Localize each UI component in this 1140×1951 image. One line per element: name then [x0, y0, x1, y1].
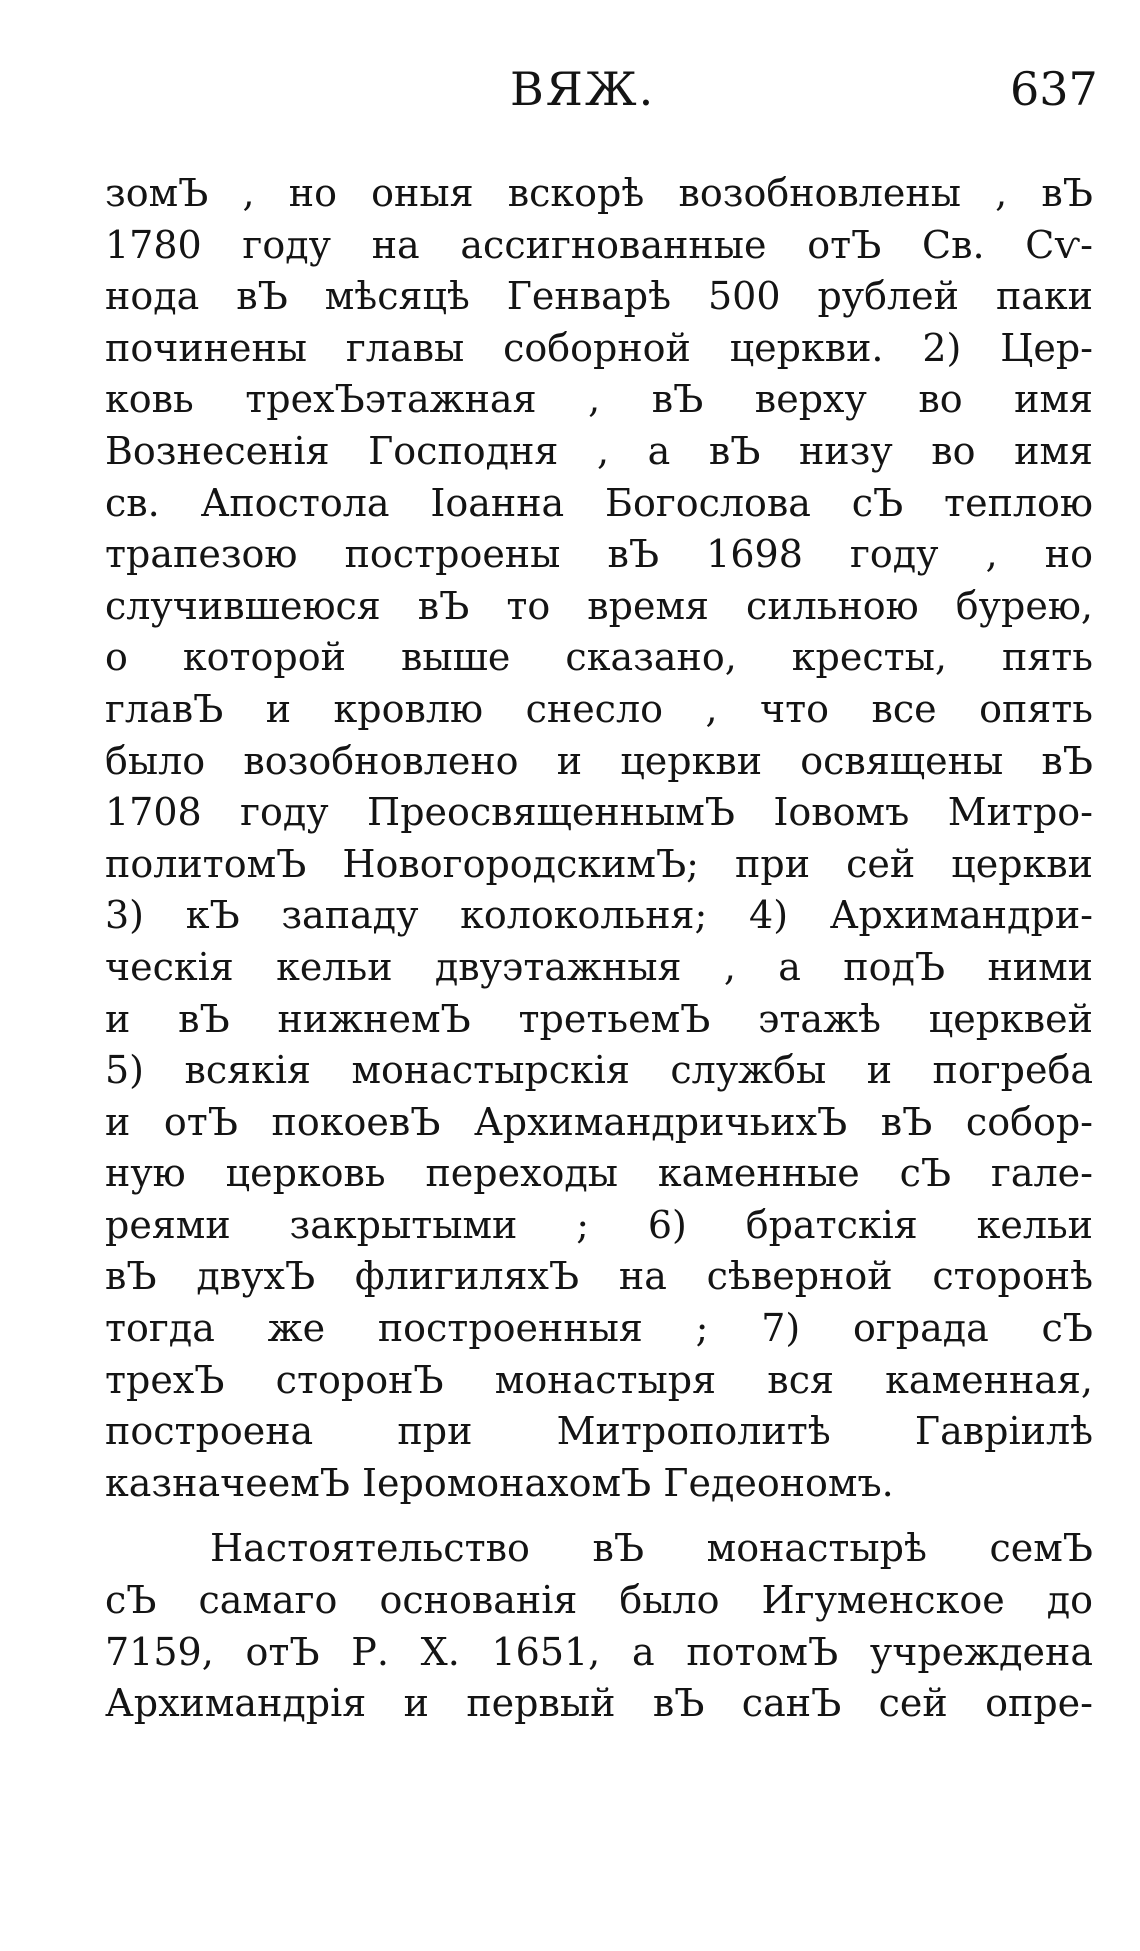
- text-line: вЪ двухЪ флигиляхЪ на сѣверной сторонѣ: [105, 1254, 1093, 1299]
- text-line: случившеюся вЪ то время сильною бурею,: [105, 583, 1093, 628]
- text-line: о которой выше сказано, кресты, пять: [105, 635, 1093, 680]
- text-line: главЪ и кровлю снесло , что все опять: [105, 686, 1093, 731]
- text-line: политомЪ НовогородскимЪ; при сей церкви: [105, 841, 1093, 886]
- text-line: ческія кельи двуэтажныя , а подЪ ними: [105, 944, 1093, 989]
- text-line: 1780 году на ассигнованные отЪ Св. Сѵ-: [105, 222, 1093, 267]
- text-line: трапезою построены вЪ 1698 году , но: [105, 532, 1093, 577]
- running-title: ВЯЖ.: [510, 62, 656, 116]
- text-line: починены главы соборной церкви. 2) Цер-: [105, 325, 1093, 370]
- text-line: ную церковь переходы каменные сЪ гале-: [105, 1151, 1093, 1196]
- text-line: 3) кЪ западу колокольня; 4) Архимандри-: [105, 893, 1093, 938]
- text-line: Архимандрія и первый вЪ санЪ сей опре-: [105, 1681, 1093, 1726]
- paragraph-2: [105, 1523, 1093, 1729]
- text-line: ковь трехЪэтажная , вЪ верху во имя: [105, 377, 1093, 422]
- text-line: построена при Митрополитѣ Гавріилѣ: [105, 1409, 1093, 1454]
- body-text: [105, 168, 1093, 1730]
- paragraph-1: [105, 168, 1093, 1509]
- paragraph-gap: [105, 1509, 1093, 1523]
- text-line: Настоятельство вЪ монастырѣ семЪ: [210, 1526, 1093, 1571]
- page-number: 637: [1010, 62, 1098, 116]
- text-line: реями закрытыми ; 6) братскія кельи: [105, 1202, 1093, 1247]
- text-line: было возобновлено и церкви освящены вЪ: [105, 738, 1093, 783]
- text-line: Вознесенія Господня , а вЪ низу во имя: [105, 428, 1093, 473]
- text-line: зомЪ , но оныя вскорѣ возобновлены , вЪ: [105, 171, 1093, 215]
- text-line: 1708 году ПреосвященнымЪ Іовомъ Митро-: [105, 790, 1093, 835]
- text-line: казначеемЪ ІеромонахомЪ Гедеономъ.: [105, 1460, 894, 1505]
- running-head: [0, 62, 1140, 132]
- text-line: сЪ самаго основанія было Игуменское до: [105, 1578, 1093, 1623]
- text-line: 7159, отЪ Р. Х. 1651, а потомЪ учреждена: [105, 1629, 1093, 1674]
- text-line: и вЪ нижнемЪ третьемЪ этажѣ церквей: [105, 996, 1093, 1041]
- text-line: 5) всякія монастырскія службы и погреба: [105, 1048, 1093, 1093]
- text-line: нода вЪ мѣсяцѣ Генварѣ 500 рублей паки: [105, 274, 1093, 319]
- text-line: св. Апостола Іоанна Богослова сЪ теплою: [105, 480, 1093, 525]
- text-line: тогда же построенныя ; 7) ограда сЪ: [105, 1306, 1093, 1351]
- text-line: трехЪ сторонЪ монастыря вся каменная,: [105, 1357, 1093, 1402]
- text-line: и отЪ покоевЪ АрхимандричьихЪ вЪ собор-: [105, 1099, 1093, 1144]
